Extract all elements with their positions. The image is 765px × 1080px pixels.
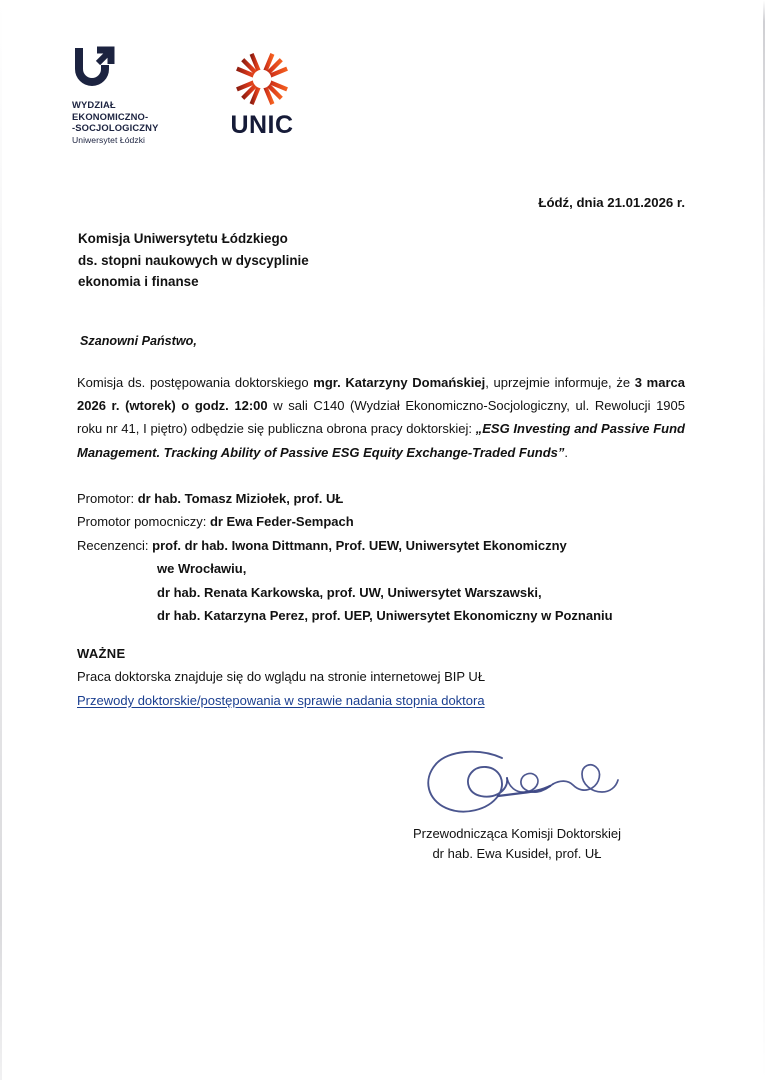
reviewer-3-name: dr hab. Katarzyna Perez, prof. UEP, Uniwersytet Ekonomiczny w Poznaniu (157, 608, 613, 624)
salutation: Szanowni Państwo, (80, 334, 197, 348)
signature-role: Przewodnicząca Komisji Doktorskiej (412, 826, 622, 841)
reviewer-1-line-2: we Wrocławiu, (157, 561, 247, 577)
ul-arrow-mark-icon (73, 46, 119, 88)
promoter-row (77, 487, 697, 510)
body-segment-3: w sali C140 (Wydział Ekonomiczno-Socjologiczny, ul. Rewolucji 1905 roku nr 41, I piętro) odbędzie się publiczna obrona pracy doktorskiej: (77, 398, 685, 437)
scan-edge-left (0, 0, 2, 1080)
addressee-line-1: Komisja Uniwersytetu Łódzkiego (78, 231, 288, 246)
unic-logo (222, 46, 302, 138)
ul-faculty-line-2: EKONOMICZNO- (72, 110, 149, 122)
reviewer-3-row (77, 604, 697, 627)
reviewer-1-continuation-row (77, 557, 697, 580)
bip-link[interactable]: Przewody doktorskie/postępowania w sprawie nadania stopnia doktora (77, 692, 485, 708)
important-block (77, 642, 697, 712)
date-line: Łódź, dnia 21.01.2026 r. (538, 195, 685, 210)
defense-datetime: 3 marca 2026 r. (wtorek) o godz. 12:00 (77, 375, 685, 414)
promoter-name: dr hab. Tomasz Miziołek, prof. UŁ (137, 491, 344, 506)
assistant-promoter-name: dr Ewa Feder-Sempach (209, 514, 354, 530)
ul-university-subtitle: Uniwersytet Łódzki (72, 135, 146, 146)
reviewer-1-line-1: prof. dr hab. Iwona Dittmann, Prof. UEW, Uniwersytet Ekonomiczny (152, 537, 567, 553)
people-block (77, 487, 697, 627)
assistant-promoter-row (77, 510, 697, 533)
important-heading: WAŻNE (77, 646, 126, 661)
handwritten-signature-icon (410, 742, 625, 828)
signature-block (352, 742, 682, 864)
candidate-name: mgr. Katarzyny Domańskiej (313, 375, 486, 390)
important-text: Praca doktorska znajduje się do wglądu na stronie internetowej BIP UŁ (77, 669, 486, 685)
reviewer-2-row (77, 581, 697, 604)
main-paragraph (77, 371, 685, 464)
signature-caption (352, 824, 682, 864)
signature-name: dr hab. Ewa Kusideł, prof. UŁ (432, 846, 602, 861)
ul-faculty-name (72, 99, 184, 134)
reviewers-row (77, 534, 697, 557)
body-segment-4: . (564, 444, 569, 460)
ul-faculty-line-1: WYDZIAŁ (72, 99, 116, 110)
addressee-block (78, 228, 309, 293)
ul-faculty-line-3: -SOCJOLOGICZNY (72, 122, 159, 134)
unic-starburst-icon (231, 48, 293, 110)
reviewer-2-name: dr hab. Renata Karkowska, prof. UW, Uniwersytet Warszawski, (157, 584, 542, 600)
promoter-label: Promotor: (77, 491, 138, 506)
thesis-title: „ESG Investing and Passive Fund Management. Tracking Ability of Passive ESG Equity Exchange-Traded Funds” (77, 421, 685, 460)
body-segment-1: Komisja ds. postępowania doktorskiego (77, 375, 314, 390)
university-of-lodz-logo (72, 46, 184, 146)
unic-wordmark: UNIC (230, 111, 294, 139)
addressee-line-3: ekonomia i finanse (78, 274, 199, 289)
addressee-line-2: ds. stopni naukowych w dyscyplinie (78, 252, 309, 268)
body-segment-2: , uprzejmie informuje, że (485, 375, 635, 390)
reviewers-label: Recenzenci: (77, 537, 153, 553)
logo-band (72, 46, 302, 146)
assistant-promoter-label: Promotor pomocniczy: (77, 514, 210, 530)
